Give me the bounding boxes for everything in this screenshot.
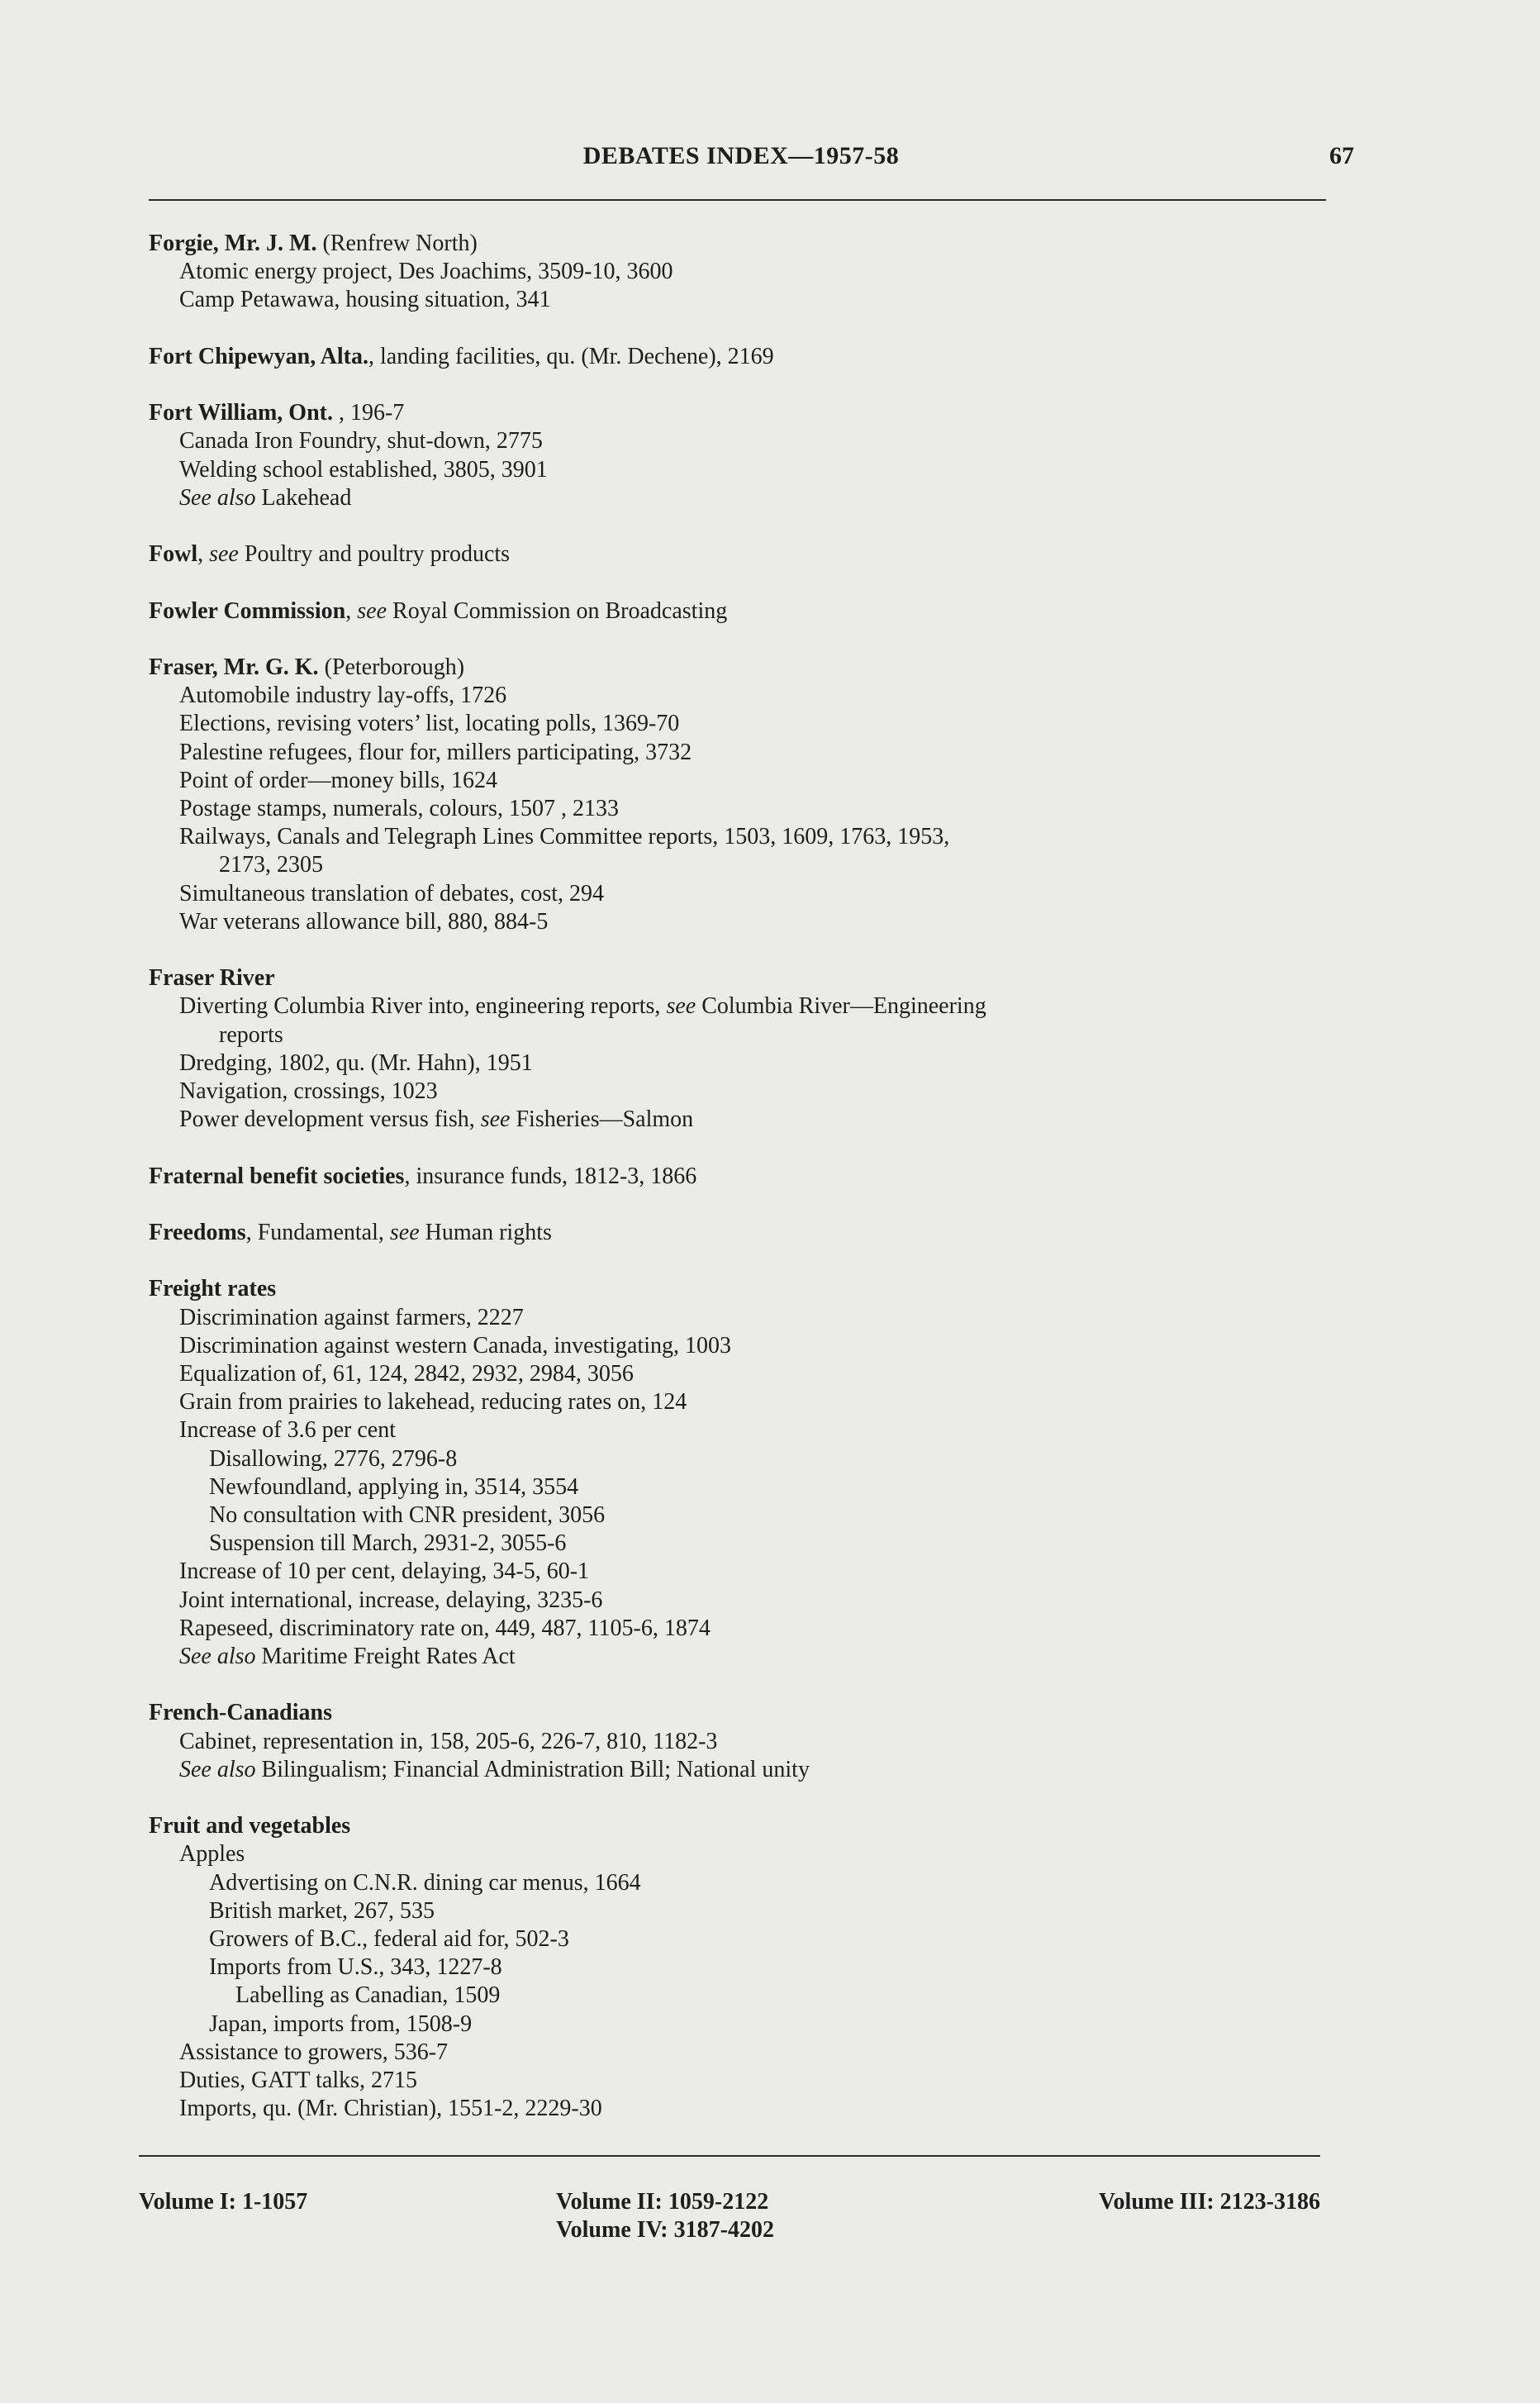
subentry-text: Labelling as Canadian, 1509 bbox=[235, 1982, 501, 2009]
subentry bbox=[136, 739, 1326, 767]
subentry-text: Apples bbox=[179, 1841, 245, 1868]
subentry-continuation bbox=[136, 1021, 1326, 1049]
subentry-text: Equalization of, 61, 124, 2842, 2932, 2984, 3056 bbox=[179, 1360, 634, 1387]
subentry bbox=[136, 2039, 1326, 2067]
subentry-text: Maritime Freight Rates Act bbox=[255, 1644, 516, 1670]
entry-heading-text: , 196-7 bbox=[332, 400, 405, 426]
entry-headword: Fort William, Ont. bbox=[149, 400, 333, 426]
see-reference-label: see bbox=[357, 597, 387, 624]
index-entry bbox=[136, 540, 1326, 569]
volume-key bbox=[139, 2188, 1320, 2246]
index-entry bbox=[136, 1275, 1326, 1671]
index-entry bbox=[136, 399, 1326, 512]
entry-headword: Fraser, Mr. G. K. bbox=[149, 654, 319, 680]
entry-headword: Freedoms bbox=[149, 1219, 246, 1245]
subentry-text: Suspension till March, 2931-2, 3055-6 bbox=[209, 1530, 567, 1557]
see-reference-label: see bbox=[389, 1219, 420, 1245]
subentry bbox=[136, 1925, 1326, 1953]
index-entry bbox=[136, 1219, 1326, 1247]
subentry bbox=[136, 1953, 1326, 1982]
subentry-text: British market, 267, 535 bbox=[209, 1897, 435, 1924]
subentry bbox=[136, 2067, 1326, 2095]
entry-headword: Fruit and vegetables bbox=[149, 1813, 351, 1839]
see-reference-label: see bbox=[666, 993, 696, 1020]
entry-heading-text: Royal Commission on Broadcasting bbox=[387, 597, 728, 624]
subentry-text: Increase of 3.6 per cent bbox=[179, 1417, 396, 1444]
subentry bbox=[136, 908, 1326, 936]
footer-rule bbox=[139, 2155, 1320, 2157]
subentry bbox=[136, 795, 1326, 823]
subentry bbox=[136, 1304, 1326, 1332]
subentry-text: Assistance to growers, 536-7 bbox=[179, 2039, 449, 2065]
subentry bbox=[136, 1728, 1326, 1756]
subentry bbox=[136, 258, 1326, 286]
subentry-text: Atomic energy project, Des Joachims, 3509-10, 3600 bbox=[179, 259, 673, 285]
subentry-text: Joint international, increase, delaying, 3235-6 bbox=[179, 1587, 603, 1613]
entry-heading-line bbox=[136, 540, 1326, 569]
subentry-text: Elections, revising voters’ list, locating polls, 1369-70 bbox=[179, 711, 680, 737]
page-number: 67 bbox=[1329, 142, 1354, 169]
entry-heading-line bbox=[136, 1699, 1326, 1727]
subentry-text: Japan, imports from, 1508-9 bbox=[209, 2010, 473, 2037]
subentry bbox=[136, 1049, 1326, 1078]
subentry-text: Grain from prairies to lakehead, reducing rates on, 124 bbox=[179, 1389, 687, 1416]
entry-heading-line bbox=[136, 1163, 1326, 1191]
subentry-text: Canada Iron Foundry, shut-down, 2775 bbox=[179, 428, 543, 454]
subentry bbox=[136, 767, 1326, 795]
index-entry bbox=[136, 654, 1326, 936]
subentry-continuation-text: 2173, 2305 bbox=[219, 852, 323, 878]
entry-headword: Fraser River bbox=[149, 965, 275, 992]
volume-1-range: Volume I: 1-1057 bbox=[139, 2189, 308, 2215]
entry-heading-text: (Renfrew North) bbox=[316, 231, 478, 256]
subentry bbox=[136, 1869, 1326, 1897]
subentry bbox=[136, 823, 1326, 851]
entry-heading-text: , Fundamental, bbox=[245, 1219, 390, 1245]
see-reference-label: See also bbox=[179, 484, 256, 511]
subentry-text: Disallowing, 2776, 2796-8 bbox=[209, 1445, 458, 1472]
entry-heading-line bbox=[136, 343, 1326, 371]
entry-heading-line bbox=[136, 230, 1326, 258]
subentry-text: Columbia River—Engineering bbox=[696, 993, 986, 1020]
subentry bbox=[136, 710, 1326, 738]
subentry bbox=[136, 992, 1326, 1021]
volume-3-range: Volume III: 2123-3186 bbox=[1098, 2189, 1320, 2215]
volume-2-range: Volume II: 1059-2122 bbox=[556, 2189, 769, 2215]
subentry-text: Power development versus fish, bbox=[179, 1106, 481, 1133]
subentry bbox=[136, 2010, 1326, 2039]
entry-heading-line bbox=[136, 1219, 1326, 1247]
subentry-text: Railways, Canals and Telegraph Lines Committee reports, 1503, 1609, 1763, 1953, bbox=[179, 824, 950, 850]
subentry-text: Point of order—money bills, 1624 bbox=[179, 767, 497, 793]
subentry bbox=[136, 1756, 1326, 1784]
subentry-text: Simultaneous translation of debates, cost, 294 bbox=[179, 880, 605, 906]
page-title: DEBATES INDEX—1957-58 bbox=[582, 142, 900, 169]
entry-headword: Fowler Commission bbox=[149, 597, 346, 624]
subentry-text: Growers of B.C., federal aid for, 502-3 bbox=[209, 1926, 569, 1953]
subentry-text: No consultation with CNR president, 3056 bbox=[209, 1502, 606, 1528]
index-entry bbox=[136, 597, 1326, 626]
volume-2-4-ranges bbox=[556, 2188, 774, 2244]
subentry bbox=[136, 1982, 1326, 2010]
subentry bbox=[136, 2095, 1326, 2123]
subentry-text: Camp Petawawa, housing situation, 341 bbox=[179, 287, 551, 313]
subentry bbox=[136, 1840, 1326, 1868]
subentry bbox=[136, 1332, 1326, 1360]
entry-heading-line bbox=[136, 1275, 1326, 1303]
subentry bbox=[136, 1615, 1326, 1643]
subentry-text: Automobile industry lay-offs, 1726 bbox=[179, 683, 507, 709]
subentry-text: Bilingualism; Financial Administration Bill; National unity bbox=[255, 1756, 810, 1782]
see-reference-label: see bbox=[480, 1106, 511, 1133]
entry-heading-text: Poultry and poultry products bbox=[238, 541, 511, 568]
subentry bbox=[136, 1388, 1326, 1416]
index-entry bbox=[136, 964, 1326, 1134]
running-head bbox=[153, 142, 1354, 183]
subentry bbox=[136, 1416, 1326, 1444]
subentry bbox=[136, 1078, 1326, 1106]
subentry-text: Dredging, 1802, qu. (Mr. Hahn), 1951 bbox=[179, 1049, 533, 1076]
entry-heading-text: , bbox=[197, 541, 210, 568]
subentry-text: Duties, GATT talks, 2715 bbox=[179, 2068, 418, 2094]
subentry-text: Rapeseed, discriminatory rate on, 449, 487, 1105-6, 1874 bbox=[179, 1615, 711, 1641]
entry-heading-text: , landing facilities, qu. (Mr. Dechene), 2169 bbox=[368, 343, 774, 369]
subentry bbox=[136, 286, 1326, 314]
index-body bbox=[136, 230, 1326, 2152]
see-reference-label: See also bbox=[179, 1756, 256, 1782]
subentry bbox=[136, 682, 1326, 710]
subentry-text: Advertising on C.N.R. dining car menus, 1664 bbox=[209, 1869, 641, 1896]
subentry-text: War veterans allowance bill, 880, 884-5 bbox=[179, 908, 549, 935]
subentry bbox=[136, 484, 1326, 512]
subentry bbox=[136, 427, 1326, 455]
index-entry bbox=[136, 1699, 1326, 1784]
subentry bbox=[136, 1530, 1326, 1558]
entry-headword: French-Canadians bbox=[149, 1700, 332, 1726]
subentry bbox=[136, 1473, 1326, 1501]
entry-heading-text: , insurance funds, 1812-3, 1866 bbox=[404, 1163, 697, 1189]
index-entry bbox=[136, 343, 1326, 371]
see-reference-label: See also bbox=[179, 1644, 256, 1670]
subentry-continuation-text: reports bbox=[219, 1021, 283, 1048]
entry-headword: Fraternal benefit societies bbox=[149, 1163, 405, 1189]
entry-heading-line bbox=[136, 597, 1326, 626]
index-entry bbox=[136, 230, 1326, 315]
entry-heading-text: , bbox=[345, 597, 358, 624]
subentry bbox=[136, 1558, 1326, 1586]
subentry bbox=[136, 1501, 1326, 1530]
subentry-text: Discrimination against farmers, 2227 bbox=[179, 1304, 524, 1330]
subentry bbox=[136, 1587, 1326, 1615]
subentry bbox=[136, 1360, 1326, 1388]
subentry-text: Lakehead bbox=[255, 484, 352, 511]
header-rule bbox=[149, 199, 1326, 201]
subentry bbox=[136, 456, 1326, 484]
entry-headword: Forgie, Mr. J. M. bbox=[149, 231, 317, 256]
index-entry bbox=[136, 1163, 1326, 1191]
entry-heading-line bbox=[136, 1812, 1326, 1840]
index-entry bbox=[136, 1812, 1326, 2123]
entry-heading-line bbox=[136, 399, 1326, 427]
subentry-continuation bbox=[136, 851, 1326, 879]
subentry-text: Newfoundland, applying in, 3514, 3554 bbox=[209, 1473, 579, 1500]
subentry-text: Palestine refugees, flour for, millers participating, 3732 bbox=[179, 739, 692, 765]
volume-4-range: Volume IV: 3187-4202 bbox=[556, 2217, 774, 2243]
subentry bbox=[136, 1106, 1326, 1134]
entry-headword: Fowl bbox=[149, 541, 198, 568]
subentry bbox=[136, 1897, 1326, 1925]
see-reference-label: see bbox=[209, 541, 239, 568]
entry-headword: Fort Chipewyan, Alta. bbox=[149, 343, 368, 369]
entry-heading-line bbox=[136, 654, 1326, 682]
subentry-text: Diverting Columbia River into, engineering reports, bbox=[179, 993, 667, 1020]
subentry bbox=[136, 1643, 1326, 1671]
subentry-text: Navigation, crossings, 1023 bbox=[179, 1078, 438, 1104]
subentry-text: Postage stamps, numerals, colours, 1507 , 2133 bbox=[179, 795, 619, 821]
subentry-text: Imports, qu. (Mr. Christian), 1551-2, 2229-30 bbox=[179, 2096, 602, 2122]
subentry bbox=[136, 880, 1326, 908]
entry-headword: Freight rates bbox=[149, 1276, 277, 1302]
subentry-text: Fisheries—Salmon bbox=[510, 1106, 694, 1133]
subentry-text: Imports from U.S., 343, 1227-8 bbox=[209, 1954, 502, 1981]
entry-heading-text: (Peterborough) bbox=[318, 654, 465, 680]
subentry-text: Increase of 10 per cent, delaying, 34-5, 60-1 bbox=[179, 1558, 590, 1585]
subentry-text: Cabinet, representation in, 158, 205-6, 226-7, 810, 1182-3 bbox=[179, 1728, 718, 1754]
subentry bbox=[136, 1445, 1326, 1473]
subentry-text: Welding school established, 3805, 3901 bbox=[179, 456, 548, 483]
entry-heading-text: Human rights bbox=[419, 1219, 552, 1245]
subentry-text: Discrimination against western Canada, investigating, 1003 bbox=[179, 1332, 731, 1359]
entry-heading-line bbox=[136, 964, 1326, 992]
